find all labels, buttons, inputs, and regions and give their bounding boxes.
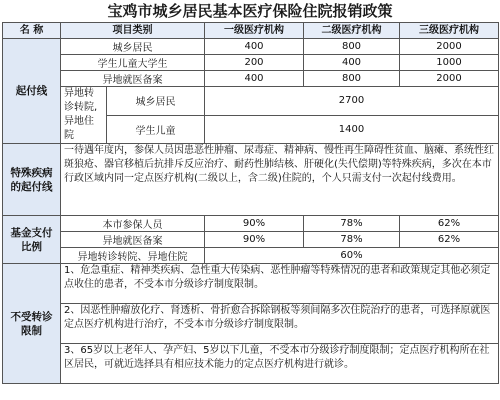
table-row (3, 248, 499, 264)
qifu-transfer-value: 1400 (205, 115, 499, 144)
table-row (3, 232, 499, 248)
fund-transfer-value: 60% (205, 248, 499, 264)
qifu-value: 2000 (400, 71, 499, 87)
qifu-category: 异地就医备案 (61, 71, 205, 87)
fund-value: 78% (304, 232, 400, 248)
exempt-label: 不受转诊限制 (3, 264, 61, 384)
exempt-item: 1、危急重症、精神类疾病、急性重大传染病、恶性肿瘤等特殊情况的患者和政策规定其他必须定点收住的患者，不受本市分级诊疗制度限制。 (61, 264, 499, 304)
qifu-value: 1000 (400, 55, 499, 71)
qifu-category: 学生儿童大学生 (61, 55, 205, 71)
fund-category: 异地就医备案 (61, 232, 205, 248)
table-row (3, 216, 499, 232)
exempt-item: 2、因恶性肿瘤放化疗、肾透析、骨折愈合拆除钢板等须间隔多次住院治疗的患者，可选择原就医定点医疗机构进行治疗，不受本市分级诊疗制度限制。 (61, 304, 499, 344)
policy-table (2, 22, 499, 384)
fund-transfer-category: 异地转诊转院、异地住院 (61, 248, 205, 264)
qifu-transfer-label: 异地转诊转院,异地住院 (61, 87, 107, 144)
header-level2: 二级医疗机构 (304, 23, 400, 39)
fund-value: 90% (205, 232, 304, 248)
table-row (3, 344, 499, 384)
table-header-row (3, 23, 499, 39)
table-row (3, 264, 499, 304)
special-text: 一待遇年度内，参保人员因患恶性肿瘤、尿毒症、精神病、慢性再生障碍性贫血、脑瘫、系统性红斑狼疮、器官移植后抗排斥反应治疗、耐药性肺结核、肝硬化(失代偿期)等特殊疾病，多次在本市行政区域内同一定点医疗机构(二级以上，含二级)住院的，个人只需支付一次起付线费用。 (61, 144, 499, 216)
qifu-value: 800 (304, 39, 400, 55)
qifu-value: 400 (205, 71, 304, 87)
qifu-transfer-value: 2700 (205, 87, 499, 116)
table-row (3, 87, 499, 116)
table-row (3, 144, 499, 216)
fund-label: 基金支付比例 (3, 216, 61, 264)
fund-value: 90% (205, 216, 304, 232)
table-row (3, 71, 499, 87)
qifu-category: 城乡居民 (61, 39, 205, 55)
qifu-value: 800 (304, 71, 400, 87)
qifu-value: 200 (205, 55, 304, 71)
header-level3: 三级医疗机构 (400, 23, 499, 39)
fund-value: 62% (400, 232, 499, 248)
exempt-item: 3、65岁以上老年人、孕产妇、5岁以下儿童，不受本市分级诊疗制度限制；定点医疗机构所在社区居民，可就近选择具有相应技术能力的定点医疗机构进行就诊。 (61, 344, 499, 384)
table-row (3, 39, 499, 55)
table-row (3, 55, 499, 71)
qifu-value: 400 (304, 55, 400, 71)
header-category: 项目类别 (61, 23, 205, 39)
table-row (3, 304, 499, 344)
header-level1: 一级医疗机构 (205, 23, 304, 39)
qifu-transfer-category: 城乡居民 (107, 87, 205, 116)
header-name: 名 称 (3, 23, 61, 39)
fund-value: 78% (304, 216, 400, 232)
qifu-value: 2000 (400, 39, 499, 55)
qifu-label: 起付线 (3, 39, 61, 144)
qifu-value: 400 (205, 39, 304, 55)
fund-value: 62% (400, 216, 499, 232)
qifu-transfer-category: 学生儿童 (107, 115, 205, 144)
fund-category: 本市参保人员 (61, 216, 205, 232)
special-label: 特殊疾病的起付线 (3, 144, 61, 216)
page-title: 宝鸡市城乡居民基本医疗保险住院报销政策 (107, 2, 393, 20)
